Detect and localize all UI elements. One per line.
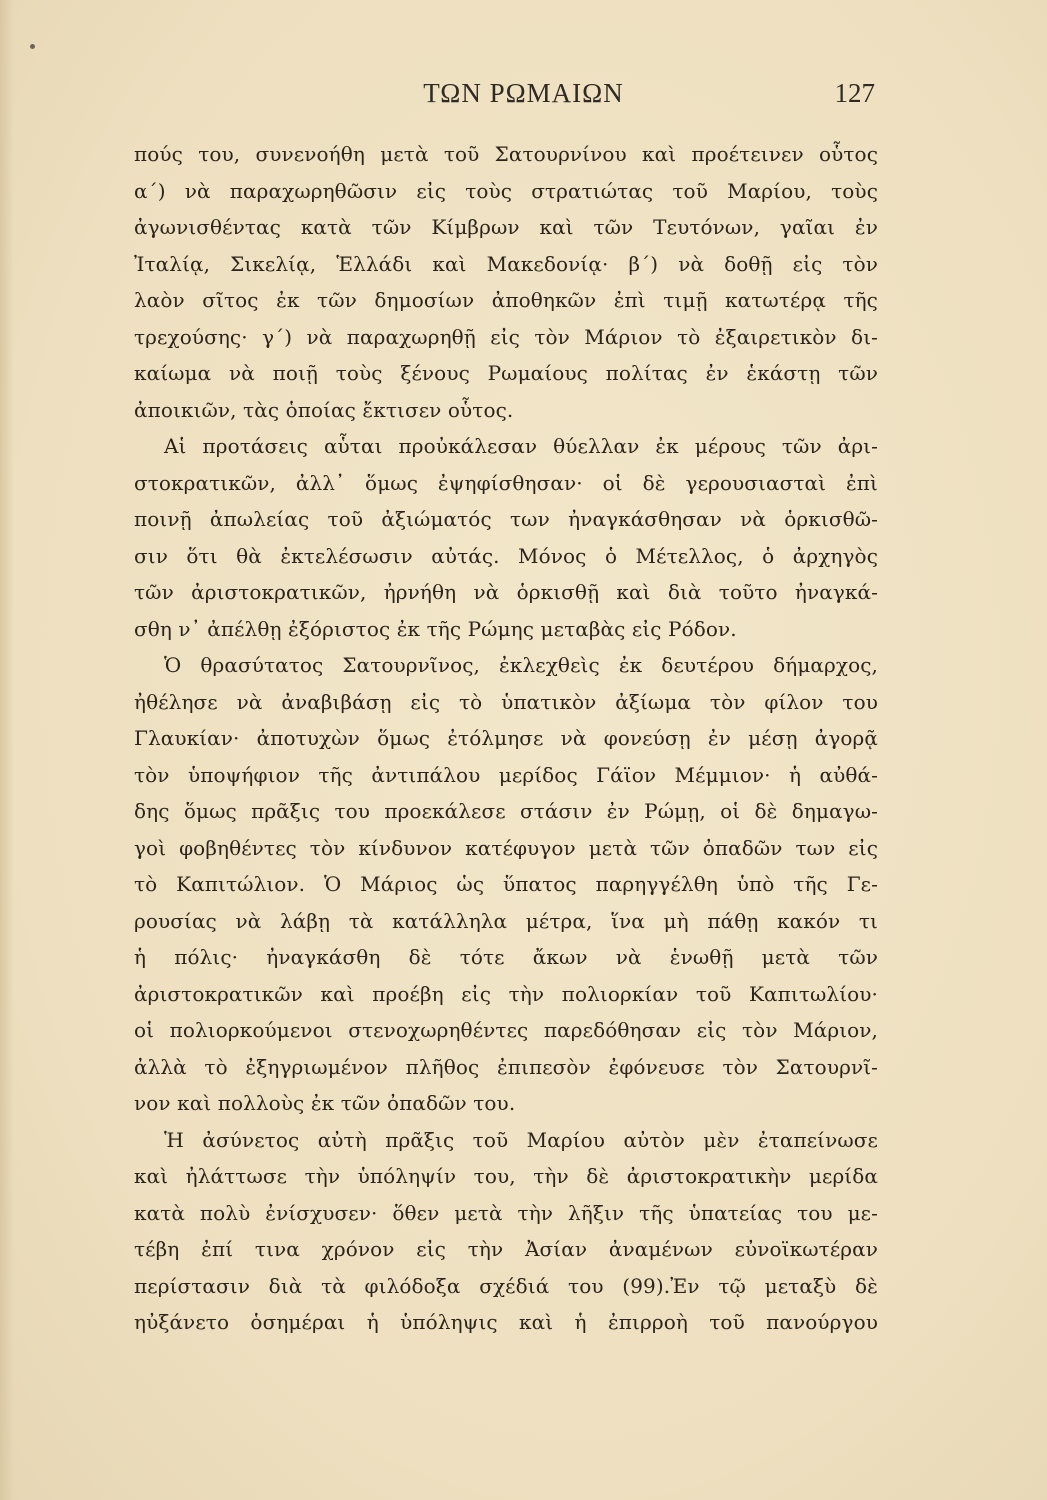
text-line: τὸ Καπιτώλιον. Ὁ Μάριος ὡς ὕπατος παρηγγέλθη ὑπὸ τῆς Γε-: [134, 872, 878, 896]
text-line: Γλαυκίαν· ἀποτυχὼν ὅμως ἐτόλμησε νὰ φονεύσῃ ἐν μέσῃ ἀγορᾷ: [134, 726, 878, 750]
text-line: κατὰ πολὺ ἐνίσχυσεν· ὅθεν μετὰ τὴν λῆξιν τῆς ὑπατείας του με-: [134, 1200, 878, 1225]
text-line: τρεχούσης· γ΄) νὰ παραχωρηθῇ εἰς τὸν Μάριον τὸ ἐξαιρετικὸν δι-: [134, 324, 878, 349]
text-line: σθη ν᾿ ἀπέλθῃ ἐξόριστος ἐκ τῆς Ρώμης μεταβὰς εἰς Ρόδον.: [134, 616, 737, 641]
text-line: στοκρατικῶν, ἀλλ᾿ ὅμως ἐψηφίσθησαν· οἱ δὲ γερουσιασταὶ ἐπὶ: [134, 470, 878, 495]
text-line: τὸν ὑποψήφιον τῆς ἀντιπάλου μερίδος Γάϊον Μέμμιον· ἡ αὐθά-: [134, 762, 878, 787]
text-line: περίστασιν διὰ τὰ φιλόδοξα σχέδιά του (99).Ἐν τῷ μεταξὺ δὲ: [134, 1273, 878, 1298]
text-line: οἱ πολιορκούμενοι στενοχωρηθέντες παρεδόθησαν εἰς τὸν Μάριον,: [134, 1018, 878, 1042]
text-line: ηὐξάνετο ὁσημέραι ἡ ὑπόληψις καὶ ἡ ἐπιρροὴ τοῦ πανούργου: [134, 1310, 878, 1334]
text-line: σιν ὅτι θὰ ἐκτελέσωσιν αὐτάς. Μόνος ὁ Μέτελλος, ὁ ἀρχηγὸς: [134, 543, 878, 568]
text-line: ἀλλὰ τὸ ἐξηγριωμένον πλῆθος ἐπιπεσὸν ἐφόνευσε τὸν Σατουρνῖ-: [134, 1054, 878, 1079]
text-line: καίωμα νὰ ποιῇ τοὺς ξένους Ρωμαίους πολίτας ἐν ἑκάστῃ τῶν: [134, 361, 878, 385]
text-line: καὶ ἠλάττωσε τὴν ὑπόληψίν του, τὴν δὲ ἀριστοκρατικὴν μερίδα: [134, 1164, 878, 1188]
text-line: τέβη ἐπί τινα χρόνον εἰς τὴν Ἀσίαν ἀναμένων εὐνοϊκωτέραν: [134, 1237, 878, 1261]
text-line: λαὸν σῖτος ἐκ τῶν δημοσίων ἀποθηκῶν ἐπὶ τιμῇ κατωτέρᾳ τῆς: [134, 288, 878, 312]
text-line: ἠθέλησε νὰ ἀναβιβάσῃ εἰς τὸ ὑπατικὸν ἀξίωμα τὸν φίλον του: [134, 689, 878, 714]
text-line: τῶν ἀριστοκρατικῶν, ἠρνήθη νὰ ὁρκισθῇ καὶ διὰ τοῦτο ἠναγκά-: [134, 580, 878, 604]
text-line: Αἱ προτάσεις αὗται προὐκάλεσαν θύελλαν ἐκ μέρους τῶν ἀρι-: [164, 434, 878, 458]
text-line: ἡ πόλις· ἠναγκάσθη δὲ τότε ἄκων νὰ ἑνωθῇ μετὰ τῶν: [134, 945, 878, 969]
text-line: Ἰταλίᾳ, Σικελίᾳ, Ἑλλάδι καὶ Μακεδονίᾳ· β΄) νὰ δοθῇ εἰς τὸν: [134, 251, 878, 276]
text-line: ἀγωνισθέντας κατὰ τῶν Κίμβρων καὶ τῶν Τευτόνων, γαῖαι ἐν: [134, 215, 878, 239]
text-line: Ὁ θρασύτατος Σατουρνῖνος, ἐκλεχθεὶς ἐκ δευτέρου δήμαρχος,: [164, 653, 878, 677]
text-line: δης ὅμως πρᾶξις του προεκάλεσε στάσιν ἐν Ρώμῃ, οἱ δὲ δημαγω-: [134, 799, 878, 823]
text-line: ρουσίας νὰ λάβῃ τὰ κατάλληλα μέτρα, ἵνα μὴ πάθῃ κακόν τι: [134, 908, 878, 933]
text-line: ἀποικιῶν, τὰς ὁποίας ἔκτισεν οὗτος.: [134, 397, 514, 422]
text-line: ποινῇ ἀπωλείας τοῦ ἀξιώματός των ἠναγκάσθησαν νὰ ὁρκισθῶ-: [134, 507, 878, 531]
text-line: α΄) νὰ παραχωρηθῶσιν εἰς τοὺς στρατιώτας τοῦ Μαρίου, τοὺς: [134, 178, 878, 203]
ink-spot: [30, 44, 35, 49]
page-number: 127: [834, 78, 875, 108]
text-line: Ἡ ἀσύνετος αὐτὴ πρᾶξις τοῦ Μαρίου αὐτὸν μὲν ἐταπείνωσε: [164, 1127, 878, 1152]
page-header: [0, 78, 1047, 118]
body-text: [134, 136, 878, 1341]
binding-edge: [0, 0, 14, 1500]
text-line: νον καὶ πολλοὺς ἐκ τῶν ὀπαδῶν του.: [134, 1091, 516, 1115]
text-line: πούς του, συνενοήθη μετὰ τοῦ Σατουρνίνου καὶ προέτεινεν οὗτος: [134, 142, 878, 166]
text-line: ἀριστοκρατικῶν καὶ προέβη εἰς τὴν πολιορκίαν τοῦ Καπιτωλίου·: [134, 981, 878, 1006]
text-line: γοὶ φοβηθέντες τὸν κίνδυνον κατέφυγον μετὰ τῶν ὀπαδῶν των εἰς: [134, 835, 878, 860]
running-title: ΤΩΝ ΡΩΜΑΙΩΝ: [423, 78, 624, 108]
